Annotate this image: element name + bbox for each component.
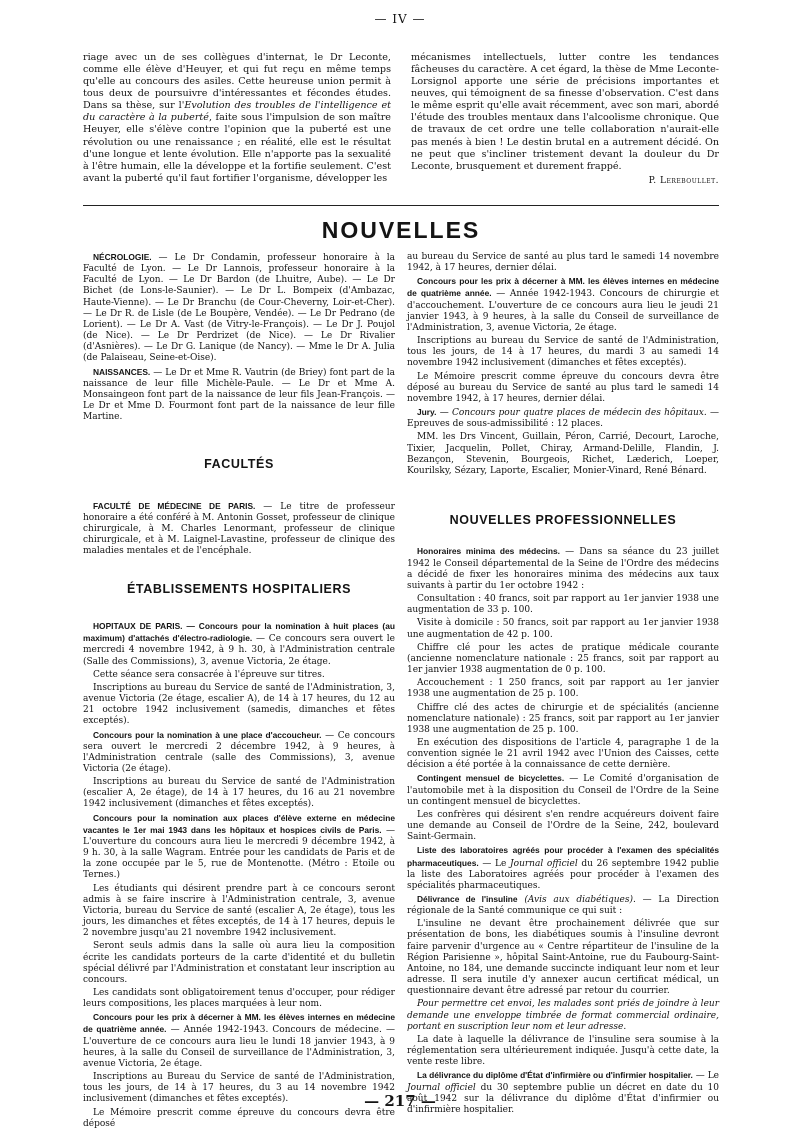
text-run: — Le: [478, 858, 511, 869]
paragraph: Les candidats sont obligatoirement tenus d'occuper, pour rédiger leurs compositions, les places marquées à leur nom.: [83, 987, 395, 1010]
facultes-heading: FACULTÉS: [204, 457, 274, 472]
necrologie-label: NÉCROLOGIE.: [93, 252, 152, 262]
paragraph: Inscriptions au bureau du Service de santé de l'Administration (escalier A, 2e étage), de 14 à 17 heures, du 16 au 21 novembre 1942 inclusivement (dimanches et fêtes exceptés).: [83, 777, 395, 810]
accoucheur-paragraph: [83, 730, 395, 776]
text-run: — Concours pour quatre places de médecin des hôpitaux.: [436, 408, 707, 419]
text-run: — Le Dr Condamin, professeur honoraire à la Faculté de Lyon. — Le Dr Lannois, professeur honoraire à la Faculté de Lyon. — Le Dr Bardon (de Lhuitre, Aube). — Le Dr Bichet (de Lons-le-Saunier). — Le Dr L. Bompeix (d'Ambazac, Haute-Vienne). — Le Dr Branchu (de Cour-Cheverny, Loir-et-Cher). — Le Dr R. de Lisle (de Le Boupère, Vendée). — Le Dr Pedrano (de Lorient). — Le Dr A. Vast (de Vitry-le-François). — Le Dr J. Poujol (de Nice). — Le Dr Perdrizet (de Nice). — Le Dr Rivalier (d'Asnières). — Le Dr G. Lanique (de Nancy). — Mme le Dr A. Julia (de Palaiseau, Seine-et-Oise).: [83, 253, 395, 364]
text-run: — Le: [692, 1071, 719, 1082]
prix-chirurgie-paragraph: [407, 276, 719, 334]
paragraph: Accouchement : 1 250 francs, soit par rapport au 1er janvier 1938 une augmentation de 25 p. 100.: [407, 678, 719, 700]
text-run: — Ce concours sera ouvert le mercredi 2 décembre 1942, à 9 heures, à l'Administration centrale (salle des Commissions), 3, avenue Victoria (2e étage).: [83, 730, 395, 774]
top-left-column: [83, 52, 391, 187]
paragraph: Pour permettre cet envoi, les malades sont priés de joindre à leur demande une enveloppe timbrée de format commercial ordinaire, portant en suscription leur nom et leur adresse.: [407, 999, 719, 1032]
text-run: — Le Dr et Mme R. Vautrin (de Briey) font part de la naissance de leur fille Michèle-Paule. — Le Dr et Mme A. Monsaingeon font part de la naissance de leur fils Jean-François. — Le Dr et Mme D. Fourmont font part de la naissance de leur fille Martine.: [83, 367, 395, 423]
hopitaux-label: HOPITAUX DE PARIS. — Concours pour la nomination à huit places (au maximum) d'attachés d'électro-radiologie.: [83, 621, 395, 644]
bicyclettes-paragraph: [407, 773, 719, 807]
paragraph: Chiffre clé pour les actes de pratique médicale courante (ancienne nomenclature nationale : 25 francs, soit par rapport au 1er janvier 1938 augmentation de 0 p. 100.: [407, 642, 719, 676]
top-right-paragraph: mécanismes intellectuels, lutter contre les tendances fâcheuses du caractère. A cet égard, la thèse de Mme Leconte-Lorsignol apporte une série de précisions importantes et neuves, qui témoignent de sa finesse d'observation. C'est dans le même esprit qu'elle avait récemment, avec son mari, abordé l'étude des troubles mentaux dans l'alcoolisme chronique. Que de travaux de cet ordre une telle collaboration n'aurait-elle pas menés à bien ! Le destin brutal en a autrement décidé. On ne peut que s'incliner tristement devant la douleur du Dr Leconte, brusquement et durement frappé.: [411, 52, 719, 172]
text-run: — Epreuves de sous-admissibilité : 12 places.: [407, 408, 719, 430]
paragraph: En exécution des dispositions de l'article 4, paragraphe 1 de la convention signée le 21 avril 1942 avec l'Union des Caisses, cette décision a été portée à la connaissance de cette dernière.: [407, 737, 719, 771]
bicyclettes-label: Contingent mensuel de bicyclettes.: [417, 773, 565, 784]
text-run: — La Direction régionale de la Santé communique ce qui suit :: [407, 895, 719, 917]
paragraph: Chiffre clé des actes de chirurgie et de spécialités (ancienne nomenclature nationale) : 25 francs, soit par rapport au 1er janvier 1938 une augmentation de 25 p. 100.: [407, 702, 719, 735]
section-divider: [83, 205, 719, 206]
paragraph: L'insuline ne devant être prochainement délivrée que sur présentation de bons, les diabétiques soumis à l'insuline devront faire parvenir d'urgence au « Centre répartiteur de l'insuline de la Région Parisienne », hôpital Saint-Antoine, rue du Faubourg-Saint-Antoine, no 184, une demande succincte indiquant leur nom et leur adresse. Il sera inutile d'y annexer aucun certificat médical, un questionnaire devant être adressé par retour du courrier.: [407, 919, 719, 997]
honoraires-paragraph: [407, 546, 719, 592]
paragraph: Les étudiants qui désirent prendre part à ce concours seront admis à se faire inscrire à l'Administration centrale, 3, avenue Victoria, bureau du Service de santé (escalier A, 2e étage), tous les jours, les dimanches et fêtes exceptés, de 14 à 17 heures, depuis le 2 novembre jusqu'au 21 novembre 1942 inclusivement.: [83, 883, 395, 939]
text-run: — Le Comité d'organisation de l'automobile met à la disposition du Conseil de l'Ordre de la Seine un contingent mensuel de bicyclettes.: [407, 774, 720, 807]
text-run: — Année 1942-1943. Concours de chirurgie et d'accouchement. L'ouverture de ce concours aura lieu le jeudi 21 janvier 1943, à 9 heures, à la salle du Conseil de surveillance de l'Administration, 3, avenue Victoria, 2e étage.: [407, 289, 719, 333]
paragraph: Cette séance sera consacrée à l'épreuve sur titres.: [93, 669, 325, 680]
externat-paragraph: [83, 813, 395, 882]
prix-medecine-paragraph: [83, 1012, 395, 1070]
prix-label: Concours pour les prix à décerner à MM. les élèves internes en médecine de quatrième année.: [83, 1012, 395, 1035]
necrologie-paragraph: [83, 252, 395, 365]
laboratoires-label: Liste des laboratoires agréés pour procéder à l'examen des spécialités pharmaceutiques.: [407, 845, 719, 868]
paragraph: La date à laquelle la délivrance de l'insuline sera soumise à la réglementation sera ultérieurement indiquée. Jusqu'à cette date, la vente reste libre.: [407, 1034, 719, 1068]
paragraph: Le Mémoire prescrit comme épreuve du concours devra être déposé: [83, 1107, 395, 1129]
prix-label: Concours pour les prix à décerner à MM. les élèves internes en médecine de quatrième année.: [407, 276, 719, 299]
jury-paragraph: [407, 407, 719, 430]
text-run: — Dans sa séance du 23 juillet 1942 le Conseil départemental de la Seine de l'Ordre des médecins a décidé de fixer les honoraires minima des médecins aux taux suivants à partir du 1er octobre 1942 :: [407, 547, 719, 591]
text-run: Journal officiel: [407, 1082, 476, 1093]
paragraph: au bureau du Service de santé au plus tard le samedi 14 novembre 1942, à 17 heures, dernier délai.: [407, 252, 719, 274]
paragraph: Inscriptions au bureau du Service de santé de l'Administration, 3, avenue Victoria (2e étage, escalier A), de 14 à 17 heures, du 12 au 21 octobre 1942 inclusivement (samedis, dimanches et fêtes exceptés).: [83, 682, 395, 727]
top-right-column: [411, 52, 719, 187]
paragraph: Seront seuls admis dans la salle où aura lieu la composition écrite les candidats porteurs de la carte d'identité et du bulletin spécial délivré par l'Administration et constatant leur inscription au concours.: [83, 941, 395, 985]
text-run: — Le titre de professeur honoraire a été conféré à M. Antonin Gosset, professeur de clinique chirurgicale, à M. Charles Lenormant, professeur de clinique chirurgicale, et à M. Laignel-Lavastine, professeur de clinique des maladies mentales et de l'encéphale.: [83, 501, 395, 557]
text-run: riage avec un de ses collègues d'internat, le Dr Leconte, comme elle élève d'Heuyer, et qui fut reçu en même temps qu'elle au concours des asiles. Cette heureuse union permit à tous deux de poursuivre d'intéressantes et fécondes études. Dans sa thèse, sur l': [83, 52, 391, 112]
text-run: — Ce concours sera ouvert le mercredi 4 novembre 1942, à 9 h. 30, à l'Administration centrale (Salle des Commissions), 3, avenue Victoria, 2e étage.: [83, 634, 396, 667]
naissances-paragraph: [83, 367, 395, 424]
accoucheur-label: Concours pour la nomination à une place d'accoucheur.: [93, 729, 322, 740]
top-article: [83, 52, 719, 187]
faculte-label: FACULTÉ DE MÉDECINE DE PARIS.: [93, 500, 256, 511]
insuline-label: Délivrance de l'insuline: [417, 894, 518, 904]
thesis-title: Evolution des troubles de l'intelligence et du caractère à la puberté: [83, 100, 391, 124]
top-left-paragraph: [83, 52, 391, 185]
paragraph: Les confrères qui désirent s'en rendre acquéreurs doivent faire une demande au Conseil de l'Ordre de la Seine, 242, boulevard Saint-Germain.: [407, 809, 719, 843]
naissances-label: NAISSANCES.: [93, 366, 151, 377]
text-run: (Avis aux diabétiques).: [517, 895, 636, 905]
left-column: [83, 252, 395, 1132]
page-title: NOUVELLES: [321, 217, 481, 243]
paragraph: Inscriptions au bureau du Service de santé de l'Administration, tous les jours, de 14 à 17 heures, du mardi 3 au samedi 14 novembre 1942 inclusivement (dimanches et fêtes exceptés).: [407, 336, 719, 369]
nouvelles-professionnelles-heading: NOUVELLES PROFESSIONNELLES: [449, 512, 677, 527]
text-run: du 26 septembre 1942 publie la liste des Laboratoires agréés pour procéder à l'examen des spécialités pharmaceutiques.: [407, 858, 720, 891]
author-signature: P. Lereboullet.: [648, 175, 719, 186]
etablissements-heading: ÉTABLISSEMENTS HOSPITALIERS: [126, 581, 352, 596]
paragraph: Visite à domicile : 50 francs, soit par rapport au 1er janvier 1938 une augmentation de 42 p. 100.: [407, 618, 719, 640]
text-run: Journal officiel: [510, 858, 578, 869]
paragraph: Inscriptions au Bureau du Service de santé de l'Administration, tous les jours, de 14 à 17 heures, du 3 au 14 novembre 1942 inclusivement (dimanches et fêtes exceptés).: [83, 1072, 395, 1105]
text-run: , faite sous l'impulsion de son maître Heuyer, elle s'élève contre l'opinion que la puberté est une révolution ou une renaissance ; en réalité, elle est le résultat d'une longue et lente évolution. Elle n'apporte pas la sexualité à l'être humain, elle la développe et la fortifie seulement. C'est avant la puberté qu'il faut fortifier l'organisme, développer les: [83, 112, 391, 184]
diplome-label: La délivrance du diplôme d'État d'infirmière ou d'infirmier hospitalier.: [417, 1070, 693, 1081]
laboratoires-paragraph: [407, 845, 719, 892]
insuline-paragraph: [407, 894, 719, 917]
text-run: — L'ouverture du concours aura lieu le mercredi 9 décembre 1942, à 9 h. 30, à la salle Wagram. Entrée pour les candidats de Paris et de la zone occupée par le 5, rue de Montenotte. (Métro : Etoile ou Ternes.): [83, 825, 395, 881]
externat-label: Concours pour la nomination aux places d'élève externe en médecine vacantes le 1er mai 1943 dans les hôpitaux et hospices civils de Paris.: [83, 812, 395, 835]
honoraires-label: Honoraires minima des médecins.: [417, 546, 560, 557]
page-folio: — IV —: [374, 12, 426, 26]
page-number: — 217 —: [364, 1092, 436, 1110]
paragraph: Consultation : 40 francs, soit par rapport au 1er janvier 1938 une augmentation de 33 p. 100.: [407, 594, 719, 616]
hopitaux-paragraph: [83, 621, 395, 668]
right-column: [407, 252, 719, 1132]
jury-label: Jury.: [417, 407, 437, 418]
faculte-paragraph: [83, 501, 395, 558]
paragraph: Le Mémoire prescrit comme épreuve du concours devra être déposé au bureau du Service de santé au plus tard le samedi 14 novembre 1942, à 17 heures, dernier délai.: [407, 371, 719, 404]
text-run: — Année 1942-1943. Concours de médecine. — L'ouverture de ce concours aura lieu le lundi 18 janvier 1943, à 9 heures, à la salle du Conseil de surveillance de l'Administration, 3, avenue Victoria, 2e étage.: [83, 1025, 395, 1069]
news-columns: [83, 252, 719, 1132]
text-run: du 30 septembre publie un décret en date du 10 août 1942 sur la délivrance du diplôme d'État d'infirmier ou d'infirmière hospitalier.: [407, 1082, 720, 1115]
paragraph: MM. les Drs Vincent, Guillain, Péron, Carrié, Decourt, Laroche, Tixier, Jacquelin, Pollet, Chiray, Armand-Delille, Flandin, J. Bezançon, Stevenin, Bourgeois, Richet, Læderich, Loeper, Kourilsky, Sézary, Laporte, Escalier, Monier-Vinard, René Bénard.: [407, 432, 719, 476]
